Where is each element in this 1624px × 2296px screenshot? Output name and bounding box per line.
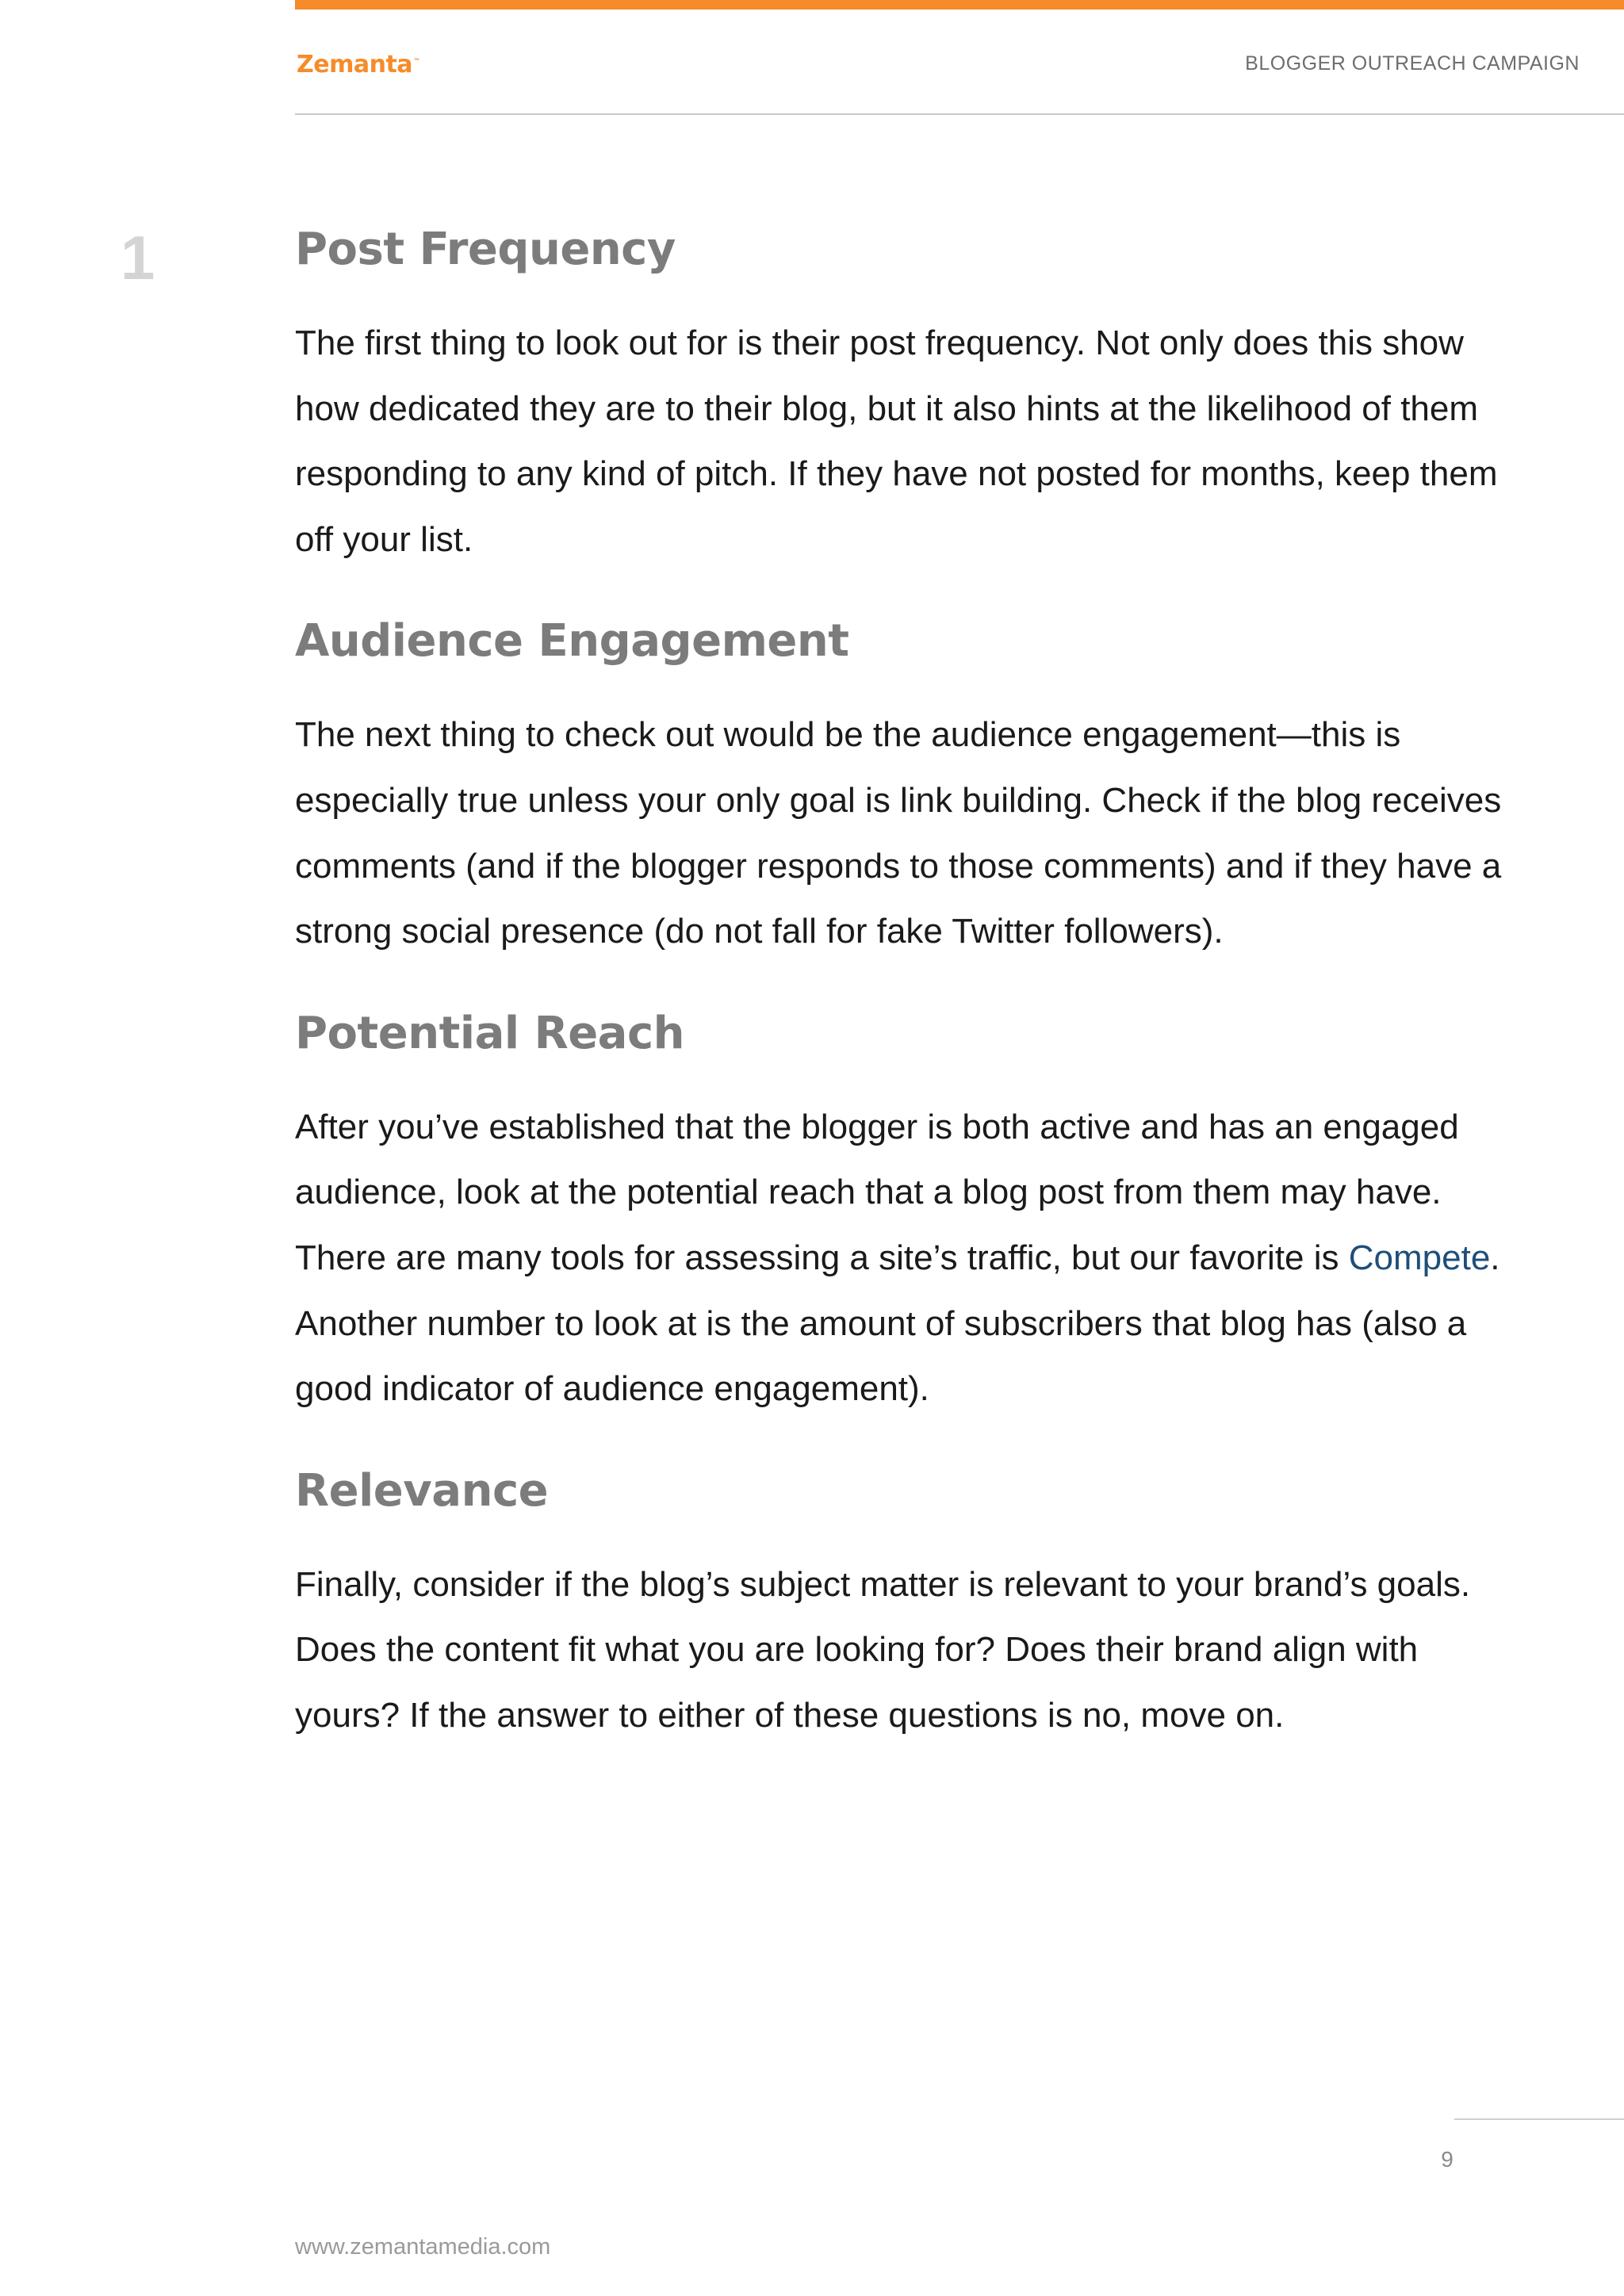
section-heading: Potential Reach	[295, 1007, 685, 1059]
section-heading: Relevance	[295, 1464, 549, 1517]
logo-text: Zemanta	[297, 51, 413, 78]
body-text-before-link: After you’ve established that the blogger is both active and has an engaged audience, look at the potential reach that a blog post from them may have. There are many tools for assessing a site’s traffic, but our favorite is	[295, 1107, 1459, 1277]
footer-url: www.zemantamedia.com	[295, 2234, 551, 2260]
top-accent-bar	[295, 0, 1624, 10]
main-content	[295, 214, 1516, 1782]
zemanta-logo	[297, 51, 420, 78]
section-post-frequency	[295, 214, 1516, 572]
footer-divider	[1454, 2118, 1624, 2120]
compete-link[interactable]: Compete	[1348, 1238, 1491, 1277]
section-potential-reach	[295, 998, 1516, 1422]
body-text-after-link: . Another number to look at is the amount of subscribers that blog has (also a good indicator of audience engagement).	[295, 1238, 1500, 1409]
section-relevance	[295, 1456, 1516, 1749]
page-number: 9	[1441, 2147, 1454, 2172]
trademark-mark: ™	[413, 58, 420, 66]
section-body	[295, 1095, 1516, 1422]
header-divider	[295, 113, 1624, 115]
section-body: The first thing to look out for is their post frequency. Not only does this show how dedicated they are to their blog, but it also hints at the likelihood of them responding to any kind of pitch. If they have not posted for months, keep them off your list.	[295, 323, 1498, 559]
document-title: BLOGGER OUTREACH CAMPAIGN	[1245, 52, 1580, 75]
section-heading: Audience Engagement	[295, 615, 849, 668]
chapter-number: 1	[121, 223, 155, 293]
section-audience-engagement	[295, 606, 1516, 964]
section-body: Finally, consider if the blog’s subject matter is relevant to your brand’s goals. Does the content fit what you are looking for? Does their brand align with yours? If the answer to either of these questions is no, move on.	[295, 1564, 1471, 1735]
page-header	[295, 10, 1624, 114]
section-body: The next thing to check out would be the audience engagement—this is especially true unless your only goal is link building. Check if the blog receives comments (and if the blogger responds to those comments) and if they have a strong social presence (do not fall for fake Twitter followers).	[295, 715, 1502, 951]
section-heading: Post Frequency	[295, 224, 676, 275]
